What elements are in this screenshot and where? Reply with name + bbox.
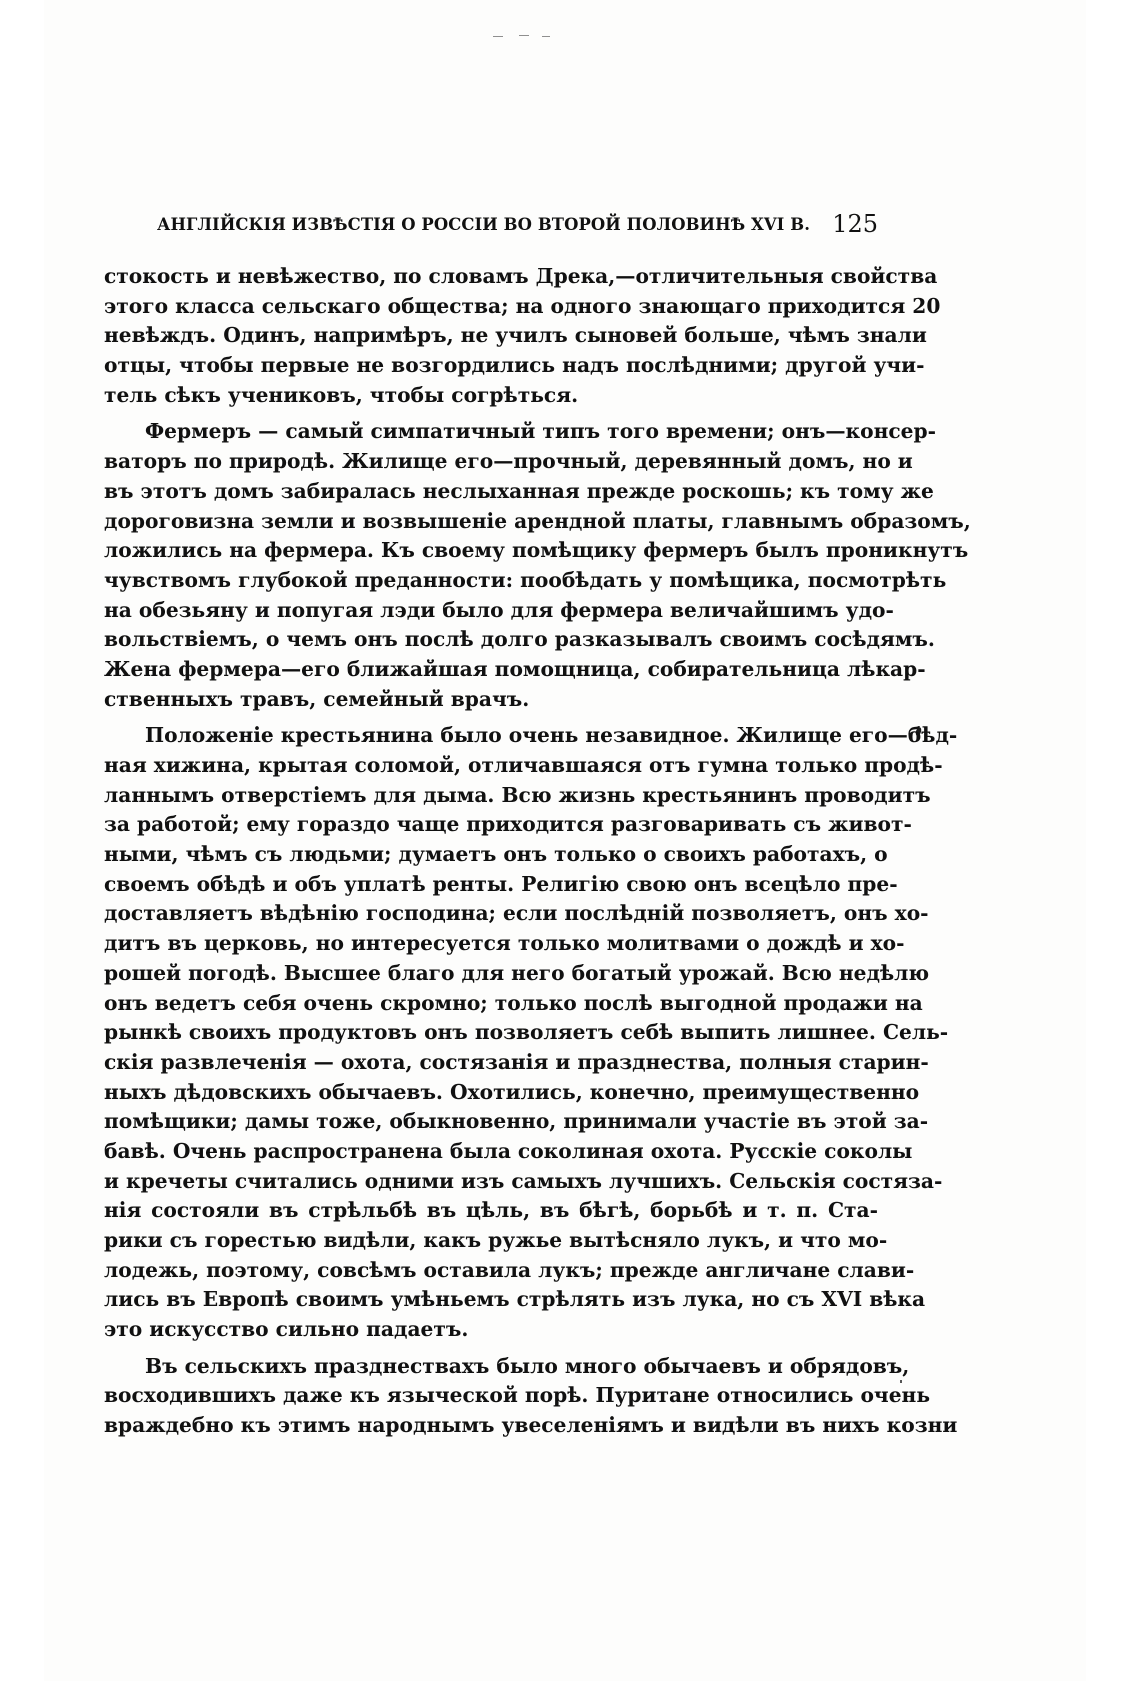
- print-specks: [493, 34, 557, 38]
- text-line: рынкѣ своихъ продуктовъ онъ позволяетъ себѣ выпить лишнее. Сель-: [104, 1020, 949, 1045]
- text-line: этого класса сельскаго общества; на одного знающаго приходится 20: [104, 293, 941, 318]
- text-line: это искусство сильно падаетъ.: [104, 1317, 469, 1342]
- text-line: ными, чѣмъ съ людьми; думаетъ онъ только о своихъ работахъ, о: [104, 842, 888, 867]
- text-line: своемъ обѣдѣ и объ уплатѣ ренты. Религію свою онъ всецѣло пре-: [104, 871, 898, 896]
- speck-mark: [493, 36, 503, 37]
- text-line: вольствіемъ, о чемъ онъ послѣ долго разказывалъ своимъ сосѣдямъ.: [104, 627, 935, 652]
- text-line: восходившихъ даже къ языческой порѣ. Пуритане относились очень: [104, 1383, 931, 1408]
- running-head-title: АНГЛІЙСКІЯ ИЗВѢСТІЯ О РОССІИ ВО ВТОРОЙ ПОЛОВИНѢ XVI В.: [157, 215, 810, 234]
- text-line: враждебно къ этимъ народнымъ увеселеніямъ и видѣли въ нихъ козни: [104, 1413, 958, 1438]
- text-line: и кречеты считались одними изъ самыхъ лучшихъ. Сельскія состяза-: [104, 1168, 943, 1193]
- text-line: онъ ведетъ себя очень скромно; только послѣ выгодной продажи на: [104, 990, 923, 1015]
- text-line: за работой; ему гораздо чаще приходится разговаривать съ живот-: [104, 812, 912, 837]
- text-line: ваторъ по природѣ. Жилище его—прочный, деревянный домъ, но и: [104, 449, 913, 474]
- text-line: ланнымъ отверстіемъ для дыма. Всю жизнь крестьянинъ проводитъ: [104, 782, 931, 807]
- text-line: отцы, чтобы первые не возгордились надъ послѣдними; другой учи-: [104, 353, 925, 378]
- page-number: 125: [832, 210, 878, 238]
- text-line: невѣждъ. Одинъ, напримѣръ, не училъ сыновей больше, чѣмъ знали: [104, 323, 927, 348]
- text-line: помѣщики; дамы тоже, обыкновенно, принимали участіе въ этой за-: [104, 1109, 929, 1134]
- text-line: чувствомъ глубокой преданности: пообѣдать у помѣщика, посмотрѣть: [104, 567, 947, 592]
- text-line: на обезьяну и попугая лэди было для фермера величайшимъ удо-: [104, 597, 894, 622]
- text-line: ственныхъ травъ, семейный врачъ.: [104, 686, 530, 711]
- text-line: въ этотъ домъ забиралась неслыханная прежде роскошь; къ тому же: [104, 478, 934, 503]
- text-line: Въ сельскихъ празднествахъ было много обычаевъ и обрядовъ,: [145, 1353, 910, 1378]
- text-line: нія состояли въ стрѣльбѣ въ цѣль, въ бѣгѣ, борьбѣ и т. п. Ста-: [104, 1198, 878, 1223]
- body-text: [104, 262, 971, 1441]
- speck-mark: [519, 35, 529, 36]
- text-line: Фермеръ — самый симпатичный типъ того времени; онъ—консер-: [145, 419, 936, 444]
- text-line: стокость и невѣжество, по словамъ Дрека,—отличительныя свойства: [104, 264, 938, 288]
- text-line: тель сѣкъ учениковъ, чтобы согрѣться.: [104, 382, 579, 407]
- speck-mark: [542, 36, 550, 37]
- text-line: ная хижина, крытая соломой, отличавшаяся отъ гумна только продѣ-: [104, 753, 943, 777]
- text-line: Жена фермера—его ближайшая помощница, собирательница лѣкар-: [104, 656, 926, 681]
- text-line: лодежь, поэтому, совсѣмъ оставила лукъ; прежде англичане слави-: [104, 1257, 915, 1282]
- text-line: ныхъ дѣдовскихъ обычаевъ. Охотились, конечно, преимущественно: [104, 1079, 920, 1104]
- paragraph-gap: [104, 714, 878, 721]
- text-line: рошей погодѣ. Высшее благо для него богатый урожай. Всю недѣлю: [104, 960, 930, 985]
- text-line: скія развлеченія — охота, состязанія и празднества, полныя старин-: [104, 1049, 929, 1074]
- text-line: дитъ въ церковь, но интересуется только молитвами о дождѣ и хо-: [104, 931, 905, 956]
- text-line: дороговизна земли и возвышеніе арендной платы, главнымъ образомъ,: [104, 508, 971, 533]
- text-line: доставляетъ вѣдѣнію господина; если послѣдній позволяетъ, онъ хо-: [104, 901, 929, 926]
- text-line: Положеніе крестьянина было очень незавидное. Жилище его—бѣд-: [145, 723, 958, 748]
- text-line: бавѣ. Очень распространена была соколиная охота. Русскіе соколы: [104, 1138, 913, 1163]
- paragraph-gap: [104, 410, 878, 417]
- paragraph-gap: [104, 1345, 878, 1352]
- text-line: рики съ горестью видѣли, какъ ружье вытѣсняло лукъ, и что мо-: [104, 1228, 888, 1252]
- running-head: [157, 211, 878, 241]
- text-line: ложились на фермера. Къ своему помѣщику фермеръ былъ проникнутъ: [104, 538, 969, 563]
- text-line: лись въ Европѣ своимъ умѣньемъ стрѣлять изъ лука, но съ XVI вѣка: [104, 1287, 926, 1312]
